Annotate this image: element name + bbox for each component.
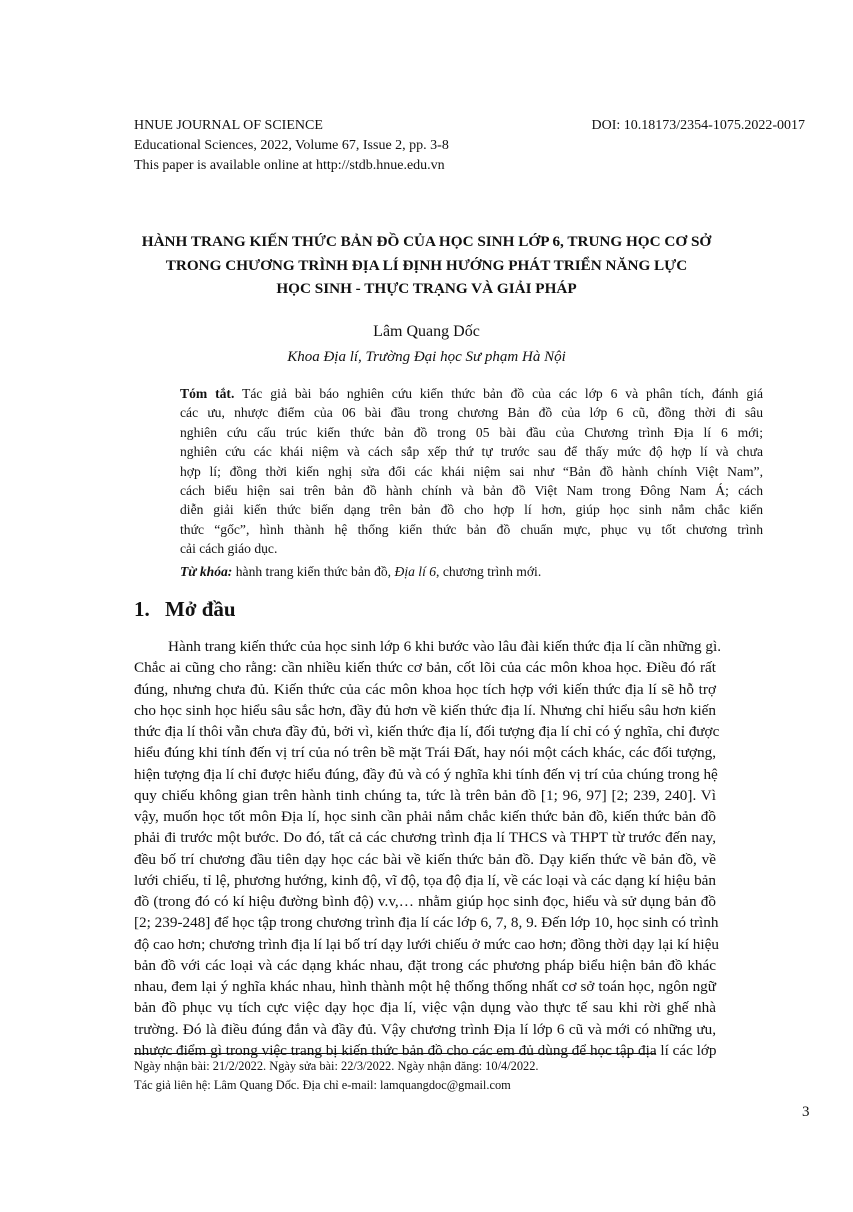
section-number: 1. xyxy=(134,597,150,621)
body-line: Chắc ai cũng cho rằng: cần nhiều kiến thức cơ bản, cốt lõi của các môn khoa học. Điều đó rất xyxy=(134,659,716,677)
body-line: đúng, nhưng chưa đủ. Kiến thức của các môn khoa học tích hợp với kiến thức địa lí sẽ hỗ trợ xyxy=(134,680,716,698)
section-heading xyxy=(134,595,236,623)
abstract-line: hợp lí; đồng thời kiến nghị sửa đổi các khái niệm sai như “Bản đồ hành chính Việt Nam”, xyxy=(180,463,763,479)
doi: DOI: 10.18173/2354-1075.2022-0017 xyxy=(591,118,805,133)
body-line: bản đồ phục vụ tích cực việc dạy học địa lí, việc vận dụng vào thực tế sau khi rời ghế nhà xyxy=(134,999,716,1017)
journal-availability: This paper is available online at http://stdb.hnue.edu.vn xyxy=(134,158,445,173)
body-line: độ cao hơn; chương trình địa lí lại bố trí dạy lưới chiếu ở mức cao hơn; đồng thời dạy lại kí hiệu xyxy=(134,935,719,953)
body-line: thức địa lí thôi vẫn chưa đầy đủ, bởi vì, kiến thức địa lí, đối tượng địa lí chỉ có ý nghĩa, chỉ được xyxy=(134,723,720,740)
journal-header xyxy=(134,116,449,176)
keywords xyxy=(180,562,763,581)
body-line: hiểu đúng khi tính đến vị trí của nó trên bề mặt Trái Đất, hay nói một cách khác, các đối tượng, xyxy=(134,744,716,762)
footnotes xyxy=(134,1057,539,1095)
author-affiliation: Khoa Địa lí, Trường Đại học Sư phạm Hà Nội xyxy=(287,349,566,365)
body-line: vậy, muốn học tốt môn Địa lí, học sinh cần phải nắm chắc kiến thức bản đồ, kiến thức bản đồ xyxy=(134,808,716,825)
body-line: [2; 239-248] để học tập trong chương trình địa lí các lớp 6, 7, 8, 9. Đến lớp 10, học sinh có trình xyxy=(134,914,719,932)
body-line: phải đi trước một bước. Do đó, tất cả các chương trình địa lí THCS và THPT từ trước đến nay, xyxy=(134,829,716,847)
body-line: lưới chiếu, tỉ lệ, phương hướng, kinh độ, vĩ độ, tọa độ địa lí, về các loại và các dạng kí hiệu bản xyxy=(134,871,716,889)
body-line: nhược điểm gì trong việc trang bị kiến thức bản đồ cho các em đủ dùng để học tập địa lí các lớp xyxy=(134,1041,717,1059)
keywords-italic: Địa lí 6 xyxy=(394,564,437,579)
keywords-label: Từ khóa: xyxy=(180,564,233,579)
body-line: trường. Đó là điều đúng đắn và đầy đủ. Vậy chương trình Địa lí lớp 6 cũ và mới có những ưu, xyxy=(134,1020,716,1038)
body-line: nhau, đem lại ý nghĩa khác nhau, hình thành một hệ thống thống nhất cơ sở toán học, ngôn ngữ xyxy=(134,978,716,995)
title-line: HÀNH TRANG KIẾN THỨC BẢN ĐỒ CỦA HỌC SINH LỚP 6, TRUNG HỌC CƠ SỞ xyxy=(141,233,712,250)
body-line: Hành trang kiến thức của học sinh lớp 6 khi bước vào lâu đài kiến thức địa lí cần những gì. xyxy=(168,638,721,655)
journal-name: HNUE JOURNAL OF SCIENCE xyxy=(134,118,323,133)
abstract-line: diễn giải kiến thức biến dạng trên bản đồ cho hợp lí hơn, giúp học sinh nắm chắc kiến xyxy=(180,502,763,518)
body-line: đồ (trong đó có kí hiệu đường bình độ) v.v,… nhằm giúp học sinh đọc, hiểu và sử dụng bản đồ xyxy=(134,893,716,910)
abstract-line: nghiên cứu cấu trúc kiến thức bản đồ trong 05 bài đầu của Chương trình Địa lí 6 mới; xyxy=(180,424,763,440)
title-line: TRONG CHƯƠNG TRÌNH ĐỊA LÍ ĐỊNH HƯỚNG PHÁT TRIỂN NĂNG LỰC xyxy=(165,256,688,274)
footnote-contact: Tác giả liên hệ: Lâm Quang Dốc. Địa chỉ e-mail: lamquangdoc@gmail.com xyxy=(134,1078,511,1092)
abstract-line: nghiên cứu các khái niệm và cách sắp xếp thứ tự trước sau để thấy mức độ hợp lí và chưa xyxy=(180,444,763,460)
body-line: đều bố trí chương đầu tiên dạy học các bài về kiến thức bản đồ. Dạy kiến thức về bản đồ, về xyxy=(134,850,716,868)
abstract-line: thức “gốc”, hình thành hệ thống kiến thức bản đồ chuẩn mực, phục vụ tốt chương trình xyxy=(180,521,763,537)
abstract-line: cách biểu hiện sai trên bản đồ hành chính và bản đồ Việt Nam trong Đông Nam Á; cách xyxy=(180,483,763,499)
section-title: Mở đầu xyxy=(165,597,236,621)
body-paragraph xyxy=(134,636,721,1061)
keywords-rest: , chương trình mới. xyxy=(436,564,542,579)
footnote-divider xyxy=(134,1053,656,1054)
abstract-line: cải cách giáo dục. xyxy=(180,541,278,557)
body-line: cho học sinh học hiểu sâu sắc hơn, đầy đủ hơn về kiến thức địa lí. Nhưng chỉ hiểu sâu hơn kiến xyxy=(134,701,716,719)
body-line: bản đồ với các loại và các dạng khác nhau, đặt trong các phương pháp biểu hiện bản đồ khác xyxy=(134,956,716,974)
author-name: Lâm Quang Dốc xyxy=(373,323,480,340)
keywords-text: hành trang kiến thức bản đồ, xyxy=(235,564,392,579)
abstract-line: các ưu, nhược điểm của 06 bài đầu trong chương Bản đồ của lớp 6 cũ, đồng thời đi sâu xyxy=(180,405,763,421)
abstract-label: Tóm tắt. xyxy=(180,386,235,401)
page-number: 3 xyxy=(802,1104,810,1120)
body-line: quy chiếu không gian trên hành tinh chúng ta, tức là trên bản đồ [1; 96, 97] [2; 239, 240]. Vì xyxy=(134,786,716,804)
abstract-line: Tóm tắt. Tác giả bài báo nghiên cứu kiến thức bản đồ của các lớp 6 và phân tích, đánh giá xyxy=(180,386,764,401)
journal-issue: Educational Sciences, 2022, Volume 67, Issue 2, pp. 3-8 xyxy=(134,138,449,153)
paper-title xyxy=(110,230,743,301)
title-line: HỌC SINH - THỰC TRẠNG VÀ GIẢI PHÁP xyxy=(276,280,577,297)
abstract xyxy=(180,384,763,559)
body-line: hiện tượng địa lí chỉ được hiểu đúng, đầy đủ và có ý nghĩa khi tính đến vị trí của chúng trong hệ xyxy=(134,765,718,783)
footnote-dates: Ngày nhận bài: 21/2/2022. Ngày sửa bài: 22/3/2022. Ngày nhận đăng: 10/4/2022. xyxy=(134,1059,539,1073)
